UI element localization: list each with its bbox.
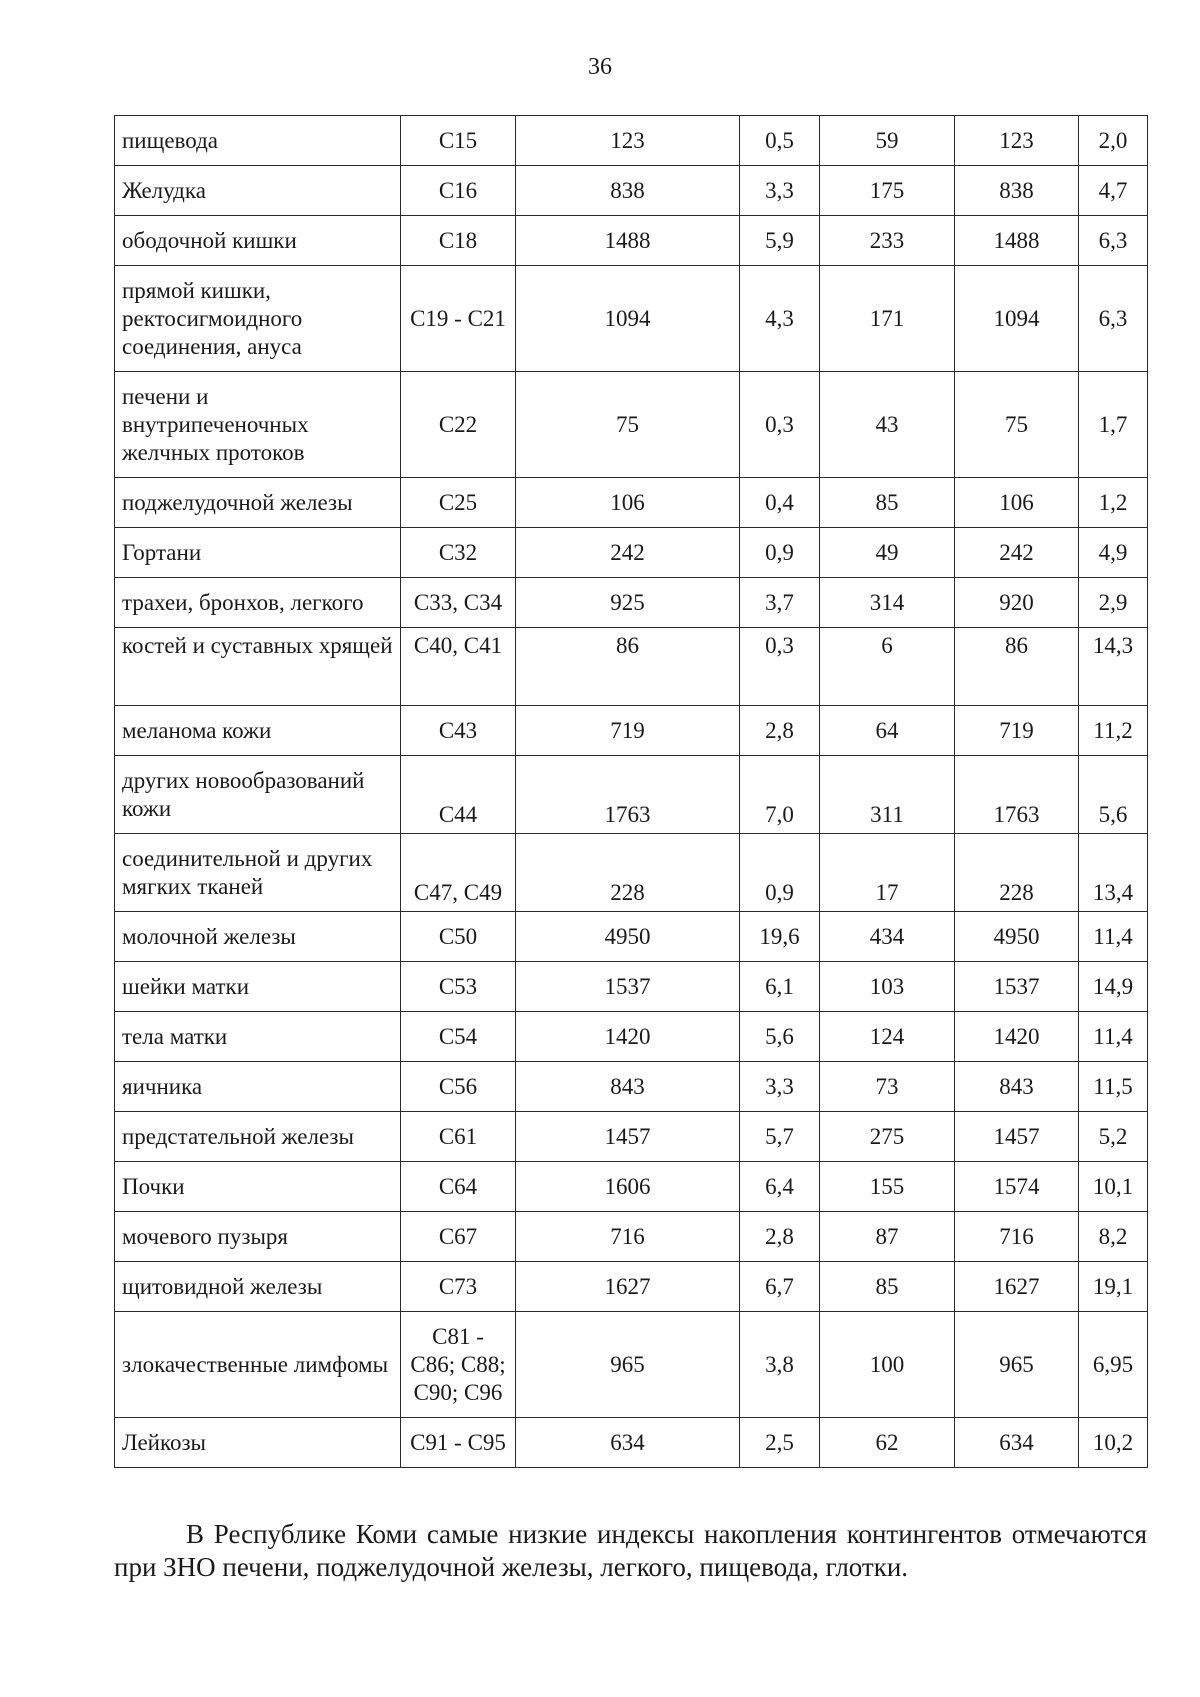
site-cell: соединительной и других мягких тканей [115,834,401,912]
value-cell: 87 [820,1212,955,1262]
value-cell: 6,3 [1079,216,1148,266]
value-cell: 49 [820,528,955,578]
site-cell: костей и суставных хрящей [115,628,401,706]
value-cell: 5,9 [740,216,820,266]
value-cell: 73 [820,1062,955,1112]
cancer-contingents-table [114,115,1148,1468]
value-cell: 3,3 [740,1062,820,1112]
icd-code-cell: С40, С41 [401,628,516,706]
value-cell: 228 [516,834,740,912]
value-cell: 1457 [516,1112,740,1162]
value-cell: 10,1 [1079,1162,1148,1212]
value-cell: 6,7 [740,1262,820,1312]
value-cell: 242 [955,528,1079,578]
value-cell: 242 [516,528,740,578]
value-cell: 1420 [955,1012,1079,1062]
value-cell: 719 [955,706,1079,756]
value-cell: 965 [516,1312,740,1418]
site-cell: злокачественные лимфомы [115,1312,401,1418]
icd-code-cell: С91 - С95 [401,1418,516,1468]
value-cell: 0,3 [740,628,820,706]
icd-code-cell: С81 - С86; С88; С90; С96 [401,1312,516,1418]
value-cell: 64 [820,706,955,756]
value-cell: 8,2 [1079,1212,1148,1262]
value-cell: 6,95 [1079,1312,1148,1418]
value-cell: 716 [516,1212,740,1262]
value-cell: 716 [955,1212,1079,1262]
site-cell: других новообразований кожи [115,756,401,834]
icd-code-cell: С22 [401,372,516,478]
value-cell: 85 [820,1262,955,1312]
value-cell: 2,5 [740,1418,820,1468]
site-cell: прямой кишки, ректосигмоидного соединения, ануса [115,266,401,372]
site-cell: щитовидной железы [115,1262,401,1312]
site-cell: ободочной кишки [115,216,401,266]
site-cell: Гортани [115,528,401,578]
site-cell: Желудка [115,166,401,216]
value-cell: 11,4 [1079,912,1148,962]
value-cell: 6,4 [740,1162,820,1212]
site-cell: Лейкозы [115,1418,401,1468]
icd-code-cell: С73 [401,1262,516,1312]
site-cell: трахеи, бронхов, легкого [115,578,401,628]
value-cell: 965 [955,1312,1079,1418]
value-cell: 43 [820,372,955,478]
value-cell: 719 [516,706,740,756]
value-cell: 1,7 [1079,372,1148,478]
value-cell: 11,5 [1079,1062,1148,1112]
table-row [115,216,1148,266]
value-cell: 1094 [516,266,740,372]
value-cell: 75 [955,372,1079,478]
value-cell: 5,2 [1079,1112,1148,1162]
value-cell: 0,5 [740,116,820,166]
value-cell: 11,2 [1079,706,1148,756]
value-cell: 0,4 [740,478,820,528]
value-cell: 920 [955,578,1079,628]
value-cell: 1574 [955,1162,1079,1212]
table-row [115,578,1148,628]
value-cell: 3,3 [740,166,820,216]
value-cell: 155 [820,1162,955,1212]
value-cell: 2,8 [740,1212,820,1262]
site-cell: меланома кожи [115,706,401,756]
value-cell: 0,9 [740,528,820,578]
value-cell: 100 [820,1312,955,1418]
value-cell: 1094 [955,266,1079,372]
table-row [115,962,1148,1012]
site-cell: печени и внутрипеченочных желчных протоков [115,372,401,478]
value-cell: 106 [955,478,1079,528]
icd-code-cell: С32 [401,528,516,578]
value-cell: 311 [820,756,955,834]
table-row [115,628,1148,706]
table-row [115,1212,1148,1262]
table-row [115,116,1148,166]
value-cell: 2,8 [740,706,820,756]
icd-code-cell: С61 [401,1112,516,1162]
icd-code-cell: С16 [401,166,516,216]
icd-code-cell: С33, С34 [401,578,516,628]
icd-code-cell: С47, С49 [401,834,516,912]
value-cell: 843 [955,1062,1079,1112]
value-cell: 275 [820,1112,955,1162]
icd-code-cell: С67 [401,1212,516,1262]
value-cell: 1606 [516,1162,740,1212]
table-row [115,756,1148,834]
value-cell: 11,4 [1079,1012,1148,1062]
value-cell: 4,9 [1079,528,1148,578]
value-cell: 14,9 [1079,962,1148,1012]
icd-code-cell: С56 [401,1062,516,1112]
value-cell: 86 [516,628,740,706]
table-row [115,1062,1148,1112]
value-cell: 123 [955,116,1079,166]
table-row [115,1262,1148,1312]
value-cell: 3,8 [740,1312,820,1418]
table-row [115,478,1148,528]
value-cell: 634 [516,1418,740,1468]
icd-code-cell: С50 [401,912,516,962]
value-cell: 838 [516,166,740,216]
value-cell: 1763 [955,756,1079,834]
value-cell: 103 [820,962,955,1012]
value-cell: 1627 [516,1262,740,1312]
table-row [115,1418,1148,1468]
value-cell: 1763 [516,756,740,834]
value-cell: 6 [820,628,955,706]
table-row [115,1112,1148,1162]
value-cell: 3,7 [740,578,820,628]
value-cell: 75 [516,372,740,478]
value-cell: 843 [516,1062,740,1112]
site-cell: мочевого пузыря [115,1212,401,1262]
page-number: 36 [588,54,612,80]
icd-code-cell: С25 [401,478,516,528]
table-row [115,706,1148,756]
value-cell: 0,9 [740,834,820,912]
value-cell: 1537 [516,962,740,1012]
value-cell: 106 [516,478,740,528]
table-row [115,912,1148,962]
value-cell: 175 [820,166,955,216]
value-cell: 2,0 [1079,116,1148,166]
value-cell: 19,6 [740,912,820,962]
icd-code-cell: С54 [401,1012,516,1062]
value-cell: 1488 [516,216,740,266]
site-cell: яичника [115,1062,401,1112]
icd-code-cell: С43 [401,706,516,756]
value-cell: 14,3 [1079,628,1148,706]
icd-code-cell: С18 [401,216,516,266]
value-cell: 5,7 [740,1112,820,1162]
table-row [115,1012,1148,1062]
icd-code-cell: С15 [401,116,516,166]
value-cell: 1457 [955,1112,1079,1162]
value-cell: 0,3 [740,372,820,478]
value-cell: 4,3 [740,266,820,372]
value-cell: 59 [820,116,955,166]
value-cell: 123 [516,116,740,166]
value-cell: 6,1 [740,962,820,1012]
value-cell: 925 [516,578,740,628]
site-cell: шейки матки [115,962,401,1012]
table-row [115,266,1148,372]
table-row [115,1312,1148,1418]
value-cell: 233 [820,216,955,266]
table-row [115,166,1148,216]
value-cell: 228 [955,834,1079,912]
value-cell: 1,2 [1079,478,1148,528]
table-row [115,1162,1148,1212]
value-cell: 10,2 [1079,1418,1148,1468]
icd-code-cell: С64 [401,1162,516,1212]
value-cell: 62 [820,1418,955,1468]
value-cell: 7,0 [740,756,820,834]
icd-code-cell: С53 [401,962,516,1012]
value-cell: 4950 [955,912,1079,962]
icd-code-cell: С44 [401,756,516,834]
value-cell: 634 [955,1418,1079,1468]
value-cell: 6,3 [1079,266,1148,372]
value-cell: 4950 [516,912,740,962]
site-cell: пищевода [115,116,401,166]
value-cell: 2,9 [1079,578,1148,628]
value-cell: 1537 [955,962,1079,1012]
value-cell: 5,6 [740,1012,820,1062]
value-cell: 85 [820,478,955,528]
value-cell: 171 [820,266,955,372]
site-cell: тела матки [115,1012,401,1062]
table-row [115,834,1148,912]
site-cell: молочной железы [115,912,401,962]
table-row [115,372,1148,478]
site-cell: поджелудочной железы [115,478,401,528]
site-cell: Почки [115,1162,401,1212]
value-cell: 1627 [955,1262,1079,1312]
value-cell: 13,4 [1079,834,1148,912]
value-cell: 1488 [955,216,1079,266]
value-cell: 124 [820,1012,955,1062]
value-cell: 19,1 [1079,1262,1148,1312]
body-paragraph: В Республике Коми самые низкие индексы накопления контингентов отмечаются при ЗНО печени, поджелудочной железы, легкого, пищевода, глотки. [114,1519,1147,1582]
value-cell: 86 [955,628,1079,706]
value-cell: 434 [820,912,955,962]
value-cell: 4,7 [1079,166,1148,216]
value-cell: 17 [820,834,955,912]
value-cell: 1420 [516,1012,740,1062]
site-cell: предстательной железы [115,1112,401,1162]
table-row [115,528,1148,578]
value-cell: 838 [955,166,1079,216]
value-cell: 314 [820,578,955,628]
value-cell: 5,6 [1079,756,1148,834]
icd-code-cell: С19 - С21 [401,266,516,372]
